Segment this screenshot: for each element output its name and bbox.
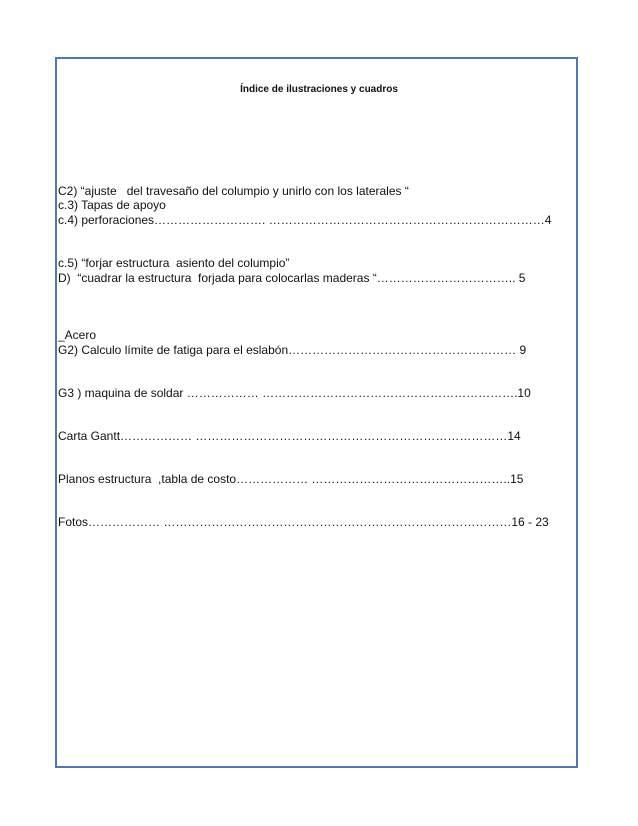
index-entry-fotos: Fotos……………… ……………………………………………………………………………16 - 23 [58, 515, 549, 529]
index-entry-d: D) “cuadrar la estructura forjada para colocarlas maderas “…………………………….. 5 [58, 271, 526, 285]
index-entry-gantt: Carta Gantt……………… ……………………………………………………………………14 [58, 429, 521, 443]
index-entry-acero: _Acero [58, 328, 97, 342]
index-entry-g2: G2) Calculo límite de fatiga para el eslabón………………………………………………… 9 [58, 343, 527, 357]
index-entry-c5: c.5) “forjar estructura asiento del columpio” [58, 256, 290, 270]
page-border [55, 57, 578, 768]
index-entry-planos: Planos estructura ,tabla de costo……………… …………………………………………..15 [58, 472, 524, 486]
index-entry-c2: C2) “ajuste del travesaño del columpio y unirlo con los laterales “ [58, 184, 409, 198]
index-entry-g3: G3 ) maquina de soldar ……………… ……………………………………………………….10 [58, 386, 531, 400]
index-entry-c4: c.4) perforaciones………………………. ……………………………………………………………4 [58, 213, 552, 227]
index-entry-c3: c.3) Tapas de apoyo [58, 198, 166, 212]
page-title: Índice de ilustraciones y cuadros [240, 84, 398, 95]
